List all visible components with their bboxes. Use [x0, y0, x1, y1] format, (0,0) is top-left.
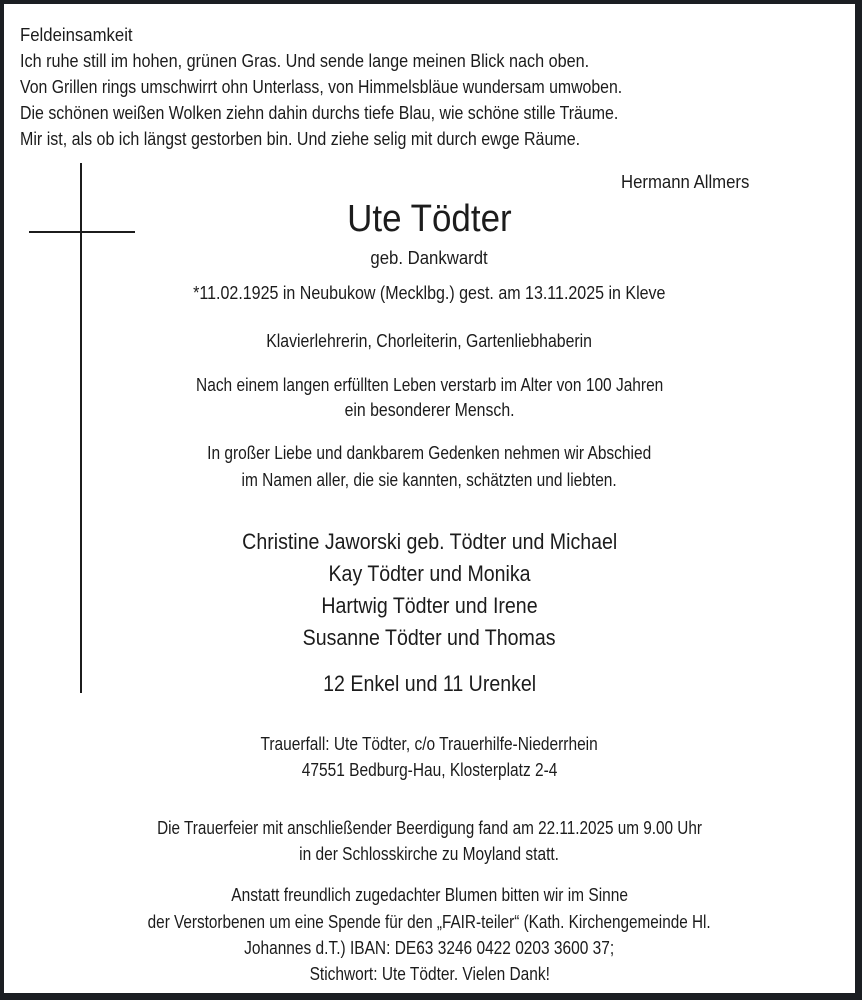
message-line: Nach einem langen erfüllten Leben verstarb im Alter von 100 Jahren: [195, 375, 664, 395]
deceased-name: Ute Tödter: [347, 198, 512, 240]
address-row: [4, 761, 855, 779]
message-line: im Namen aller, die sie kannten, schätzten und liebten.: [241, 470, 618, 490]
funeral-line: Die Trauerfeier mit anschließender Beerdigung fand am 22.11.2025 um 9.00 Uhr: [157, 818, 702, 838]
funeral-line: in der Schlosskirche zu Moyland statt.: [299, 844, 560, 864]
mourner-row: [4, 563, 855, 585]
message-row: [4, 376, 855, 394]
address-line: Trauerfall: Ute Tödter, c/o Trauerhilfe-Niederrhein: [260, 734, 599, 754]
donation-line: Anstatt freundlich zugedachter Blumen bitten wir im Sinne: [231, 885, 628, 905]
grandchildren: 12 Enkel und 11 Urenkel: [323, 671, 536, 696]
donation-line: Stichwort: Ute Tödter. Vielen Dank!: [309, 964, 550, 984]
mourner-row: [4, 627, 855, 649]
donation-line: der Verstorbenen um eine Spende für den „FAIR-teiler“ (Kath. Kirchengemeinde Hl.: [147, 912, 711, 932]
mourner-name: Susanne Tödter und Thomas: [303, 625, 556, 650]
message-row: [4, 471, 855, 489]
address-line: 47551 Bedburg-Hau, Klosterplatz 2-4: [301, 760, 558, 780]
mourner-name: Christine Jaworski geb. Tödter und Michael: [241, 529, 618, 554]
mourner-row: [4, 531, 855, 553]
mourner-row: [4, 595, 855, 617]
mourner-name: Hartwig Tödter und Irene: [321, 593, 538, 618]
message-line: In großer Liebe und dankbarem Gedenken nehmen wir Abschied: [207, 443, 652, 463]
donation-line: Johannes d.T.) IBAN: DE63 3246 0422 0203 3600 37;: [244, 938, 615, 958]
obituary-notice: [4, 4, 855, 993]
poem-line: Mir ist, als ob ich längst gestorben bin. Und ziehe selig mit durch ewge Räume.: [20, 129, 581, 149]
mourner-name: Kay Tödter und Monika: [328, 561, 531, 586]
funeral-row: [4, 845, 855, 863]
grandchildren-row: [4, 673, 855, 695]
funeral-row: [4, 819, 855, 837]
poem-title: Feldeinsamkeit: [20, 25, 133, 45]
maiden-name-row: [4, 249, 855, 267]
deceased-name-row: [4, 200, 855, 238]
poem-author: Hermann Allmers: [621, 172, 750, 192]
donation-row: [4, 886, 855, 904]
maiden-name: geb. Dankwardt: [370, 248, 489, 268]
poem-line: Ich ruhe still im hohen, grünen Gras. Und sende lange meinen Blick nach oben.: [20, 51, 590, 71]
donation-row: [4, 965, 855, 983]
donation-row: [4, 939, 855, 957]
message-row: [4, 401, 855, 419]
message-line: ein besonderer Mensch.: [344, 400, 515, 420]
poem-line: Von Grillen rings umschwirrt ohn Unterlass, von Himmelsbläue wundersam umwoben.: [20, 77, 623, 97]
message-row: [4, 444, 855, 462]
address-row: [4, 735, 855, 753]
roles-row: [4, 332, 855, 350]
life-dates: *11.02.1925 in Neubukow (Mecklbg.) gest. am 13.11.2025 in Kleve: [193, 283, 666, 303]
donation-row: [4, 913, 855, 931]
poem-line: Die schönen weißen Wolken ziehn dahin durchs tiefe Blau, wie schöne stille Träume.: [20, 103, 619, 123]
life-dates-row: [4, 284, 855, 302]
roles: Klavierlehrerin, Chorleiterin, Gartenliebhaberin: [266, 331, 593, 351]
